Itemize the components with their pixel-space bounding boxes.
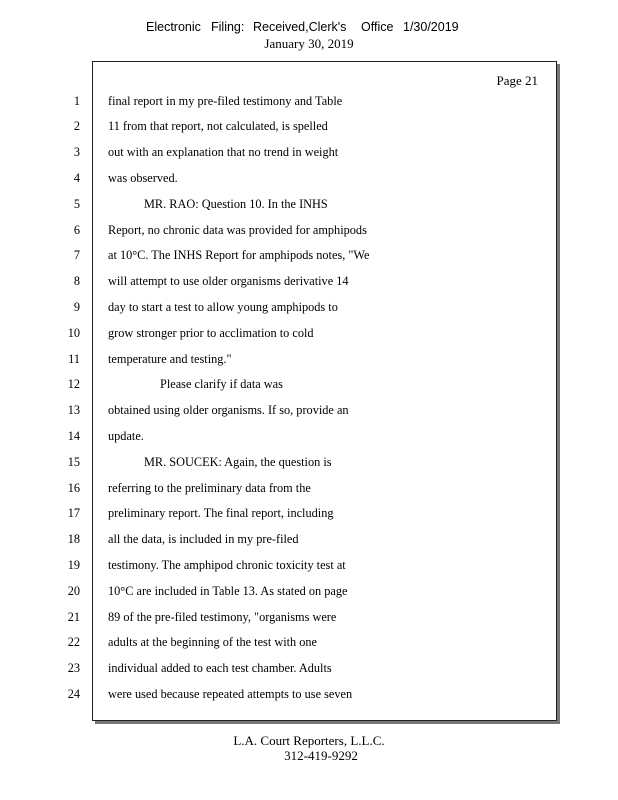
- transcript-line: all the data, is included in my pre-filed: [108, 532, 299, 547]
- header-date: January 30, 2019: [264, 36, 354, 51]
- line-number: 4: [73, 170, 80, 185]
- line-number: 9: [73, 299, 80, 314]
- stamp-received: Received,Clerk's: [253, 20, 347, 34]
- transcript-line: was observed.: [108, 170, 178, 185]
- transcript-line: MR. SOUCEK: Again, the question is: [144, 454, 332, 469]
- line-number: 21: [67, 609, 80, 624]
- stamp-office: Office: [361, 20, 394, 34]
- line-number: 14: [67, 428, 80, 443]
- line-number: 1: [73, 93, 80, 108]
- transcript-line: 11 from that report, not calculated, is spelled: [108, 119, 328, 134]
- line-number: 19: [67, 557, 80, 572]
- line-number: 12: [67, 377, 80, 392]
- line-number: 15: [67, 454, 80, 469]
- transcript-line: adults at the beginning of the test with one: [108, 635, 318, 650]
- transcript-line: Please clarify if data was: [160, 377, 283, 392]
- transcript-line: at 10°C. The INHS Report for amphipods notes, "We: [108, 248, 370, 263]
- stamp-date: 1/30/2019: [403, 20, 459, 34]
- line-number: 24: [67, 686, 80, 701]
- footer-phone: 312-419-9292: [284, 748, 358, 763]
- footer-company: L.A. Court Reporters, L.L.C.: [233, 733, 385, 748]
- transcript-line: temperature and testing.": [108, 351, 232, 366]
- stamp-electronic: Electronic: [146, 20, 201, 34]
- line-number: 5: [73, 196, 80, 211]
- line-number: 10: [67, 325, 80, 340]
- page-number: Page 21: [496, 73, 538, 88]
- transcript-line: preliminary report. The final report, including: [108, 506, 334, 521]
- line-number: 23: [67, 661, 80, 676]
- line-number: 8: [73, 274, 80, 289]
- transcript-line: 89 of the pre-filed testimony, "organisms were: [108, 609, 337, 624]
- transcript-line: referring to the preliminary data from the: [108, 480, 311, 495]
- line-number: 6: [73, 222, 80, 237]
- transcript-line: obtained using older organisms. If so, provide an: [108, 403, 349, 418]
- line-number: 3: [73, 145, 80, 160]
- line-number: 2: [73, 119, 80, 134]
- transcript-line: Report, no chronic data was provided for amphipods: [108, 222, 367, 237]
- transcript-line: update.: [108, 428, 144, 443]
- transcript-line: MR. RAO: Question 10. In the INHS: [144, 196, 328, 211]
- transcript-line: were used because repeated attempts to use seven: [108, 686, 353, 701]
- line-number: 20: [67, 583, 80, 598]
- transcript-line: day to start a test to allow young amphipods to: [108, 299, 338, 314]
- line-number: 16: [67, 480, 80, 495]
- transcript-line: will attempt to use older organisms derivative 14: [108, 274, 349, 289]
- line-number: 11: [68, 351, 80, 366]
- transcript-line: final report in my pre-filed testimony and Table: [108, 93, 343, 108]
- transcript-line: out with an explanation that no trend in weight: [108, 145, 339, 160]
- transcript-line: individual added to each test chamber. Adults: [108, 661, 332, 676]
- line-number: 18: [67, 532, 80, 547]
- transcript-line: grow stronger prior to acclimation to cold: [108, 325, 314, 340]
- transcript-line: testimony. The amphipod chronic toxicity test at: [108, 557, 346, 572]
- line-number: 7: [73, 248, 80, 263]
- transcript-line: 10°C are included in Table 13. As stated on page: [108, 583, 348, 598]
- line-number: 17: [67, 506, 80, 521]
- line-number: 13: [67, 403, 80, 418]
- line-number: 22: [67, 635, 80, 650]
- stamp-filing: Filing:: [211, 20, 245, 34]
